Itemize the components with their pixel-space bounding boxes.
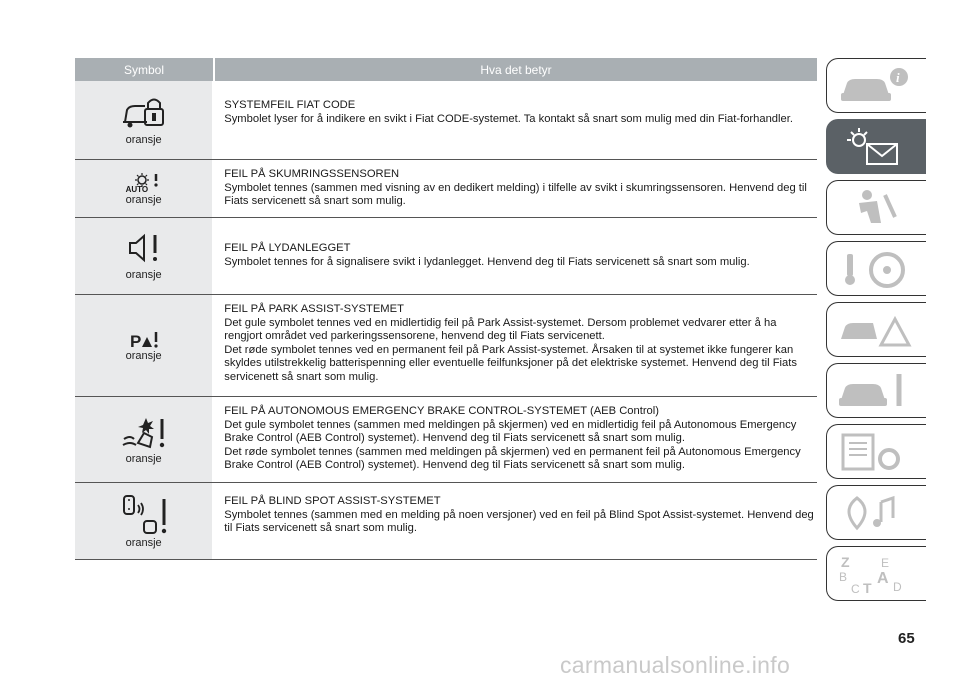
- key-steering-wheel-icon: [837, 248, 917, 290]
- tab-starting[interactable]: [826, 241, 926, 296]
- tab-car-info[interactable]: [826, 58, 926, 113]
- blind-spot-warning-icon: [118, 493, 170, 537]
- park-assist-warning-icon: [129, 330, 159, 350]
- multimedia-icon: [837, 492, 917, 534]
- table-row: [75, 81, 817, 160]
- svg-text:B: B: [839, 570, 848, 584]
- row-title: FEIL PÅ AUTONOMOUS EMERGENCY BRAKE CONTROL-SYSTEMET (AEB Control): [224, 405, 659, 417]
- aeb-warning-icon: [120, 415, 168, 451]
- svg-text:C: C: [851, 582, 860, 595]
- svg-text:P: P: [129, 331, 141, 350]
- row-text: Symbolet tennes (sammen med en melding på noen versjoner) ved en feil på Blind Spot Assist-systemet. Henvend deg til Fiats servicenett så snart som mulig.: [224, 508, 814, 535]
- row-title: SYSTEMFEIL FIAT CODE: [224, 99, 356, 111]
- description-cell: [212, 218, 817, 294]
- auto-light-sensor-icon: [124, 172, 164, 194]
- description-cell: [212, 81, 817, 159]
- svg-text:T: T: [863, 580, 872, 595]
- tab-warning-lights[interactable]: [826, 119, 926, 174]
- tab-maintenance[interactable]: [826, 363, 926, 418]
- svg-text:D: D: [893, 580, 902, 594]
- tab-technical-data[interactable]: [826, 424, 926, 479]
- symbol-cell: [75, 81, 212, 159]
- description-cell: [212, 397, 817, 482]
- auto-text: AUTO: [125, 184, 149, 194]
- row-title: FEIL PÅ SKUMRINGSSENSOREN: [224, 168, 400, 180]
- color-label: oransje: [125, 349, 162, 362]
- car-info-icon: [837, 65, 917, 107]
- symbol-cell: [75, 397, 212, 482]
- table-row: [75, 295, 817, 397]
- svg-text:A: A: [877, 570, 889, 587]
- svg-text:E: E: [881, 556, 890, 570]
- row-title: FEIL PÅ BLIND SPOT ASSIST-SYSTEMET: [224, 495, 441, 507]
- color-label: oransje: [125, 452, 162, 465]
- color-label: oransje: [125, 193, 162, 206]
- tab-emergency[interactable]: [826, 302, 926, 357]
- table-row: [75, 160, 817, 218]
- color-label: oransje: [125, 537, 162, 549]
- row-text: Det røde symbolet tennes ved en permanent feil på Park Assist-systemet. Årsaken til at systemet ikke fungerer kan skyldes utilstrekkelig batterispenning eller eventuelle feilfunksjoner på det elektriske systemet. Henvend deg til Fiats servicenett så snart som mulig.: [224, 343, 797, 383]
- tab-safety[interactable]: [826, 180, 926, 235]
- symbol-cell: [75, 483, 212, 559]
- row-title: FEIL PÅ PARK ASSIST-SYSTEMET: [224, 303, 404, 315]
- seat-airbag-icon: [837, 187, 917, 229]
- warning-lights-table: [75, 58, 817, 560]
- svg-text:i: i: [896, 70, 900, 85]
- tab-multimedia[interactable]: [826, 485, 926, 540]
- color-label: oransje: [125, 269, 162, 281]
- technical-data-icon: [837, 431, 917, 473]
- row-text: Det gule symbolet tennes (sammen med meldingen på skjermen) ved en midlertidig feil på Autonomous Emergency Brake Control (AEB Control) systemet). Henvend deg til Fiats servicenett så snart som mulig.: [224, 418, 797, 445]
- row-text: Symbolet lyser for å indikere en svikt i Fiat CODE-systemet. Ta kontakt så snart som mulig med din Fiat-forhandler.: [224, 112, 793, 125]
- header-meaning: Hva det betyr: [215, 58, 817, 81]
- row-title: FEIL PÅ LYDANLEGGET: [224, 242, 351, 254]
- svg-text:Z: Z: [841, 554, 850, 570]
- speaker-warning-icon: [127, 231, 161, 265]
- description-cell: [212, 295, 817, 396]
- color-label: oransje: [125, 134, 162, 146]
- alphabetical-index-icon: [837, 553, 917, 595]
- symbol-cell: [75, 160, 212, 217]
- row-text: Symbolet tennes for å signalisere svikt i lydanlegget. Henvend deg til Fiats servicenett så snart som mulig.: [224, 255, 750, 268]
- car-breakdown-icon: [837, 309, 917, 351]
- description-cell: [212, 160, 817, 217]
- header-symbol: Symbol: [75, 58, 213, 81]
- symbol-cell: [75, 295, 212, 396]
- lock-car-icon: [121, 94, 167, 130]
- row-text: Det gule symbolet tennes ved en midlertidig feil på Park Assist-systemet. Dersom problemet vedvarer etter å ha rengjort området ved parkeringssensorene, henvend deg til Fiats servicenett.: [224, 316, 777, 343]
- table-row: [75, 218, 817, 295]
- warning-lights-icon: [837, 126, 917, 168]
- page-number: 65: [898, 630, 915, 647]
- table-row: [75, 483, 817, 560]
- table-header: [75, 58, 817, 81]
- tab-index[interactable]: [826, 546, 926, 601]
- row-text: Symbolet tennes (sammen med visning av en dedikert melding) i tilfelle av svikt i skumringssensoren. Henvend deg til Fiats servicenett så snart som mulig.: [224, 181, 807, 208]
- chapter-tabs: [826, 58, 926, 607]
- row-text: Det røde symbolet tennes (sammen med meldingen på skjermen) ved en permanent feil på Autonomous Emergency Brake Control (AEB Control) systemet). Henvend deg til Fiats servicenett så snart som mulig.: [224, 445, 801, 472]
- table-row: [75, 397, 817, 483]
- symbol-cell: [75, 218, 212, 294]
- car-service-icon: [837, 370, 917, 412]
- watermark: carmanualsonline.info: [560, 652, 791, 678]
- description-cell: [212, 483, 817, 559]
